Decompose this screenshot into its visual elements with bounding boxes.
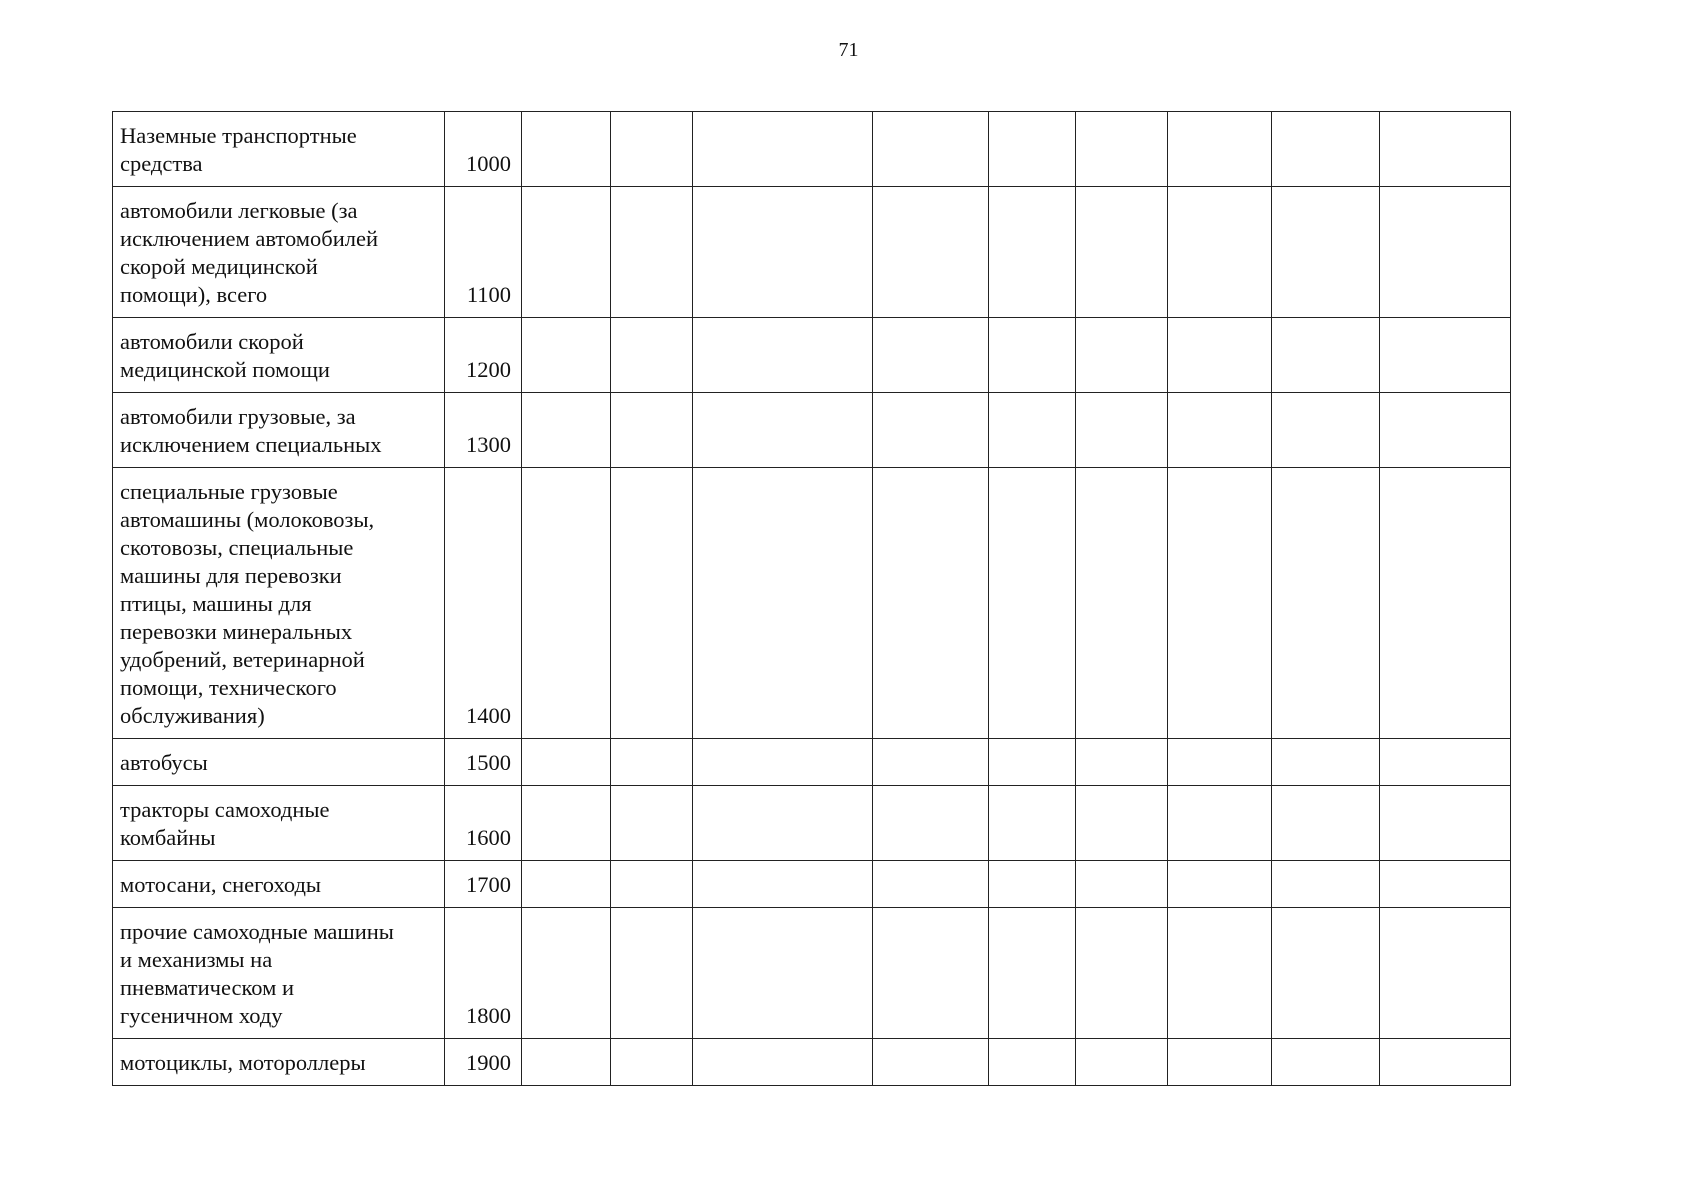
row-label-cell: [113, 861, 445, 908]
empty-data-cell: [693, 468, 873, 739]
empty-data-cell: [873, 187, 989, 318]
row-label-line: исключением специальных: [120, 432, 382, 457]
empty-data-cell: [1076, 861, 1168, 908]
row-label-line: и механизмы на: [120, 947, 273, 972]
row-label-line: тракторы самоходные: [120, 797, 330, 822]
row-label-line: перевозки минеральных: [120, 619, 353, 644]
empty-data-cell: [1272, 861, 1380, 908]
table-row: [113, 861, 1511, 908]
empty-data-cell: [1076, 908, 1168, 1039]
empty-data-cell: [693, 112, 873, 187]
empty-data-cell: [873, 908, 989, 1039]
table-row: [113, 786, 1511, 861]
empty-data-cell: [522, 1039, 611, 1086]
empty-data-cell: [873, 318, 989, 393]
empty-data-cell: [873, 861, 989, 908]
empty-data-cell: [1076, 739, 1168, 786]
empty-data-cell: [1380, 187, 1511, 318]
empty-data-cell: [989, 1039, 1076, 1086]
empty-data-cell: [1168, 908, 1272, 1039]
empty-data-cell: [693, 908, 873, 1039]
row-label-line: скотовозы, специальные: [120, 535, 354, 560]
empty-data-cell: [611, 786, 693, 861]
empty-data-cell: [1076, 468, 1168, 739]
row-code: 1100: [445, 187, 522, 318]
row-code: 1900: [445, 1039, 522, 1086]
empty-data-cell: [1076, 187, 1168, 318]
table-row: [113, 393, 1511, 468]
empty-data-cell: [989, 739, 1076, 786]
row-label-line: специальные грузовые: [120, 479, 338, 504]
empty-data-cell: [1380, 739, 1511, 786]
empty-data-cell: [1272, 318, 1380, 393]
table-row: [113, 468, 1511, 739]
row-label-cell: [113, 468, 445, 739]
empty-data-cell: [989, 786, 1076, 861]
row-label-cell: [113, 786, 445, 861]
empty-data-cell: [989, 393, 1076, 468]
empty-data-cell: [873, 739, 989, 786]
empty-data-cell: [611, 318, 693, 393]
row-label-line: автомобили грузовые, за: [120, 404, 356, 429]
row-label-cell: [113, 187, 445, 318]
table-row: [113, 112, 1511, 187]
empty-data-cell: [1272, 468, 1380, 739]
empty-data-cell: [1272, 393, 1380, 468]
empty-data-cell: [522, 318, 611, 393]
row-code: 1000: [445, 112, 522, 187]
table-body: [113, 112, 1511, 1086]
empty-data-cell: [1076, 318, 1168, 393]
row-label-line: пневматическом и: [120, 975, 295, 1000]
page-number: 71: [838, 39, 859, 61]
row-code: 1200: [445, 318, 522, 393]
row-label-line: прочие самоходные машины: [120, 919, 394, 944]
empty-data-cell: [873, 468, 989, 739]
row-label-cell: [113, 112, 445, 187]
empty-data-cell: [1076, 1039, 1168, 1086]
row-label-line: автобусы: [120, 750, 208, 775]
row-label-cell: [113, 1039, 445, 1086]
empty-data-cell: [873, 393, 989, 468]
row-label-line: машины для перевозки: [120, 563, 342, 588]
empty-data-cell: [693, 187, 873, 318]
row-label-line: медицинской помощи: [120, 357, 330, 382]
empty-data-cell: [611, 908, 693, 1039]
empty-data-cell: [1272, 187, 1380, 318]
vehicle-form-table: [112, 111, 1511, 1086]
empty-data-cell: [611, 739, 693, 786]
empty-data-cell: [1272, 739, 1380, 786]
row-label-cell: [113, 739, 445, 786]
empty-data-cell: [989, 112, 1076, 187]
row-code: 1700: [445, 861, 522, 908]
empty-data-cell: [989, 187, 1076, 318]
empty-data-cell: [1380, 112, 1511, 187]
row-label-line: автомобили легковые (за: [120, 198, 358, 223]
row-label-line: комбайны: [120, 825, 216, 850]
empty-data-cell: [693, 786, 873, 861]
empty-data-cell: [611, 468, 693, 739]
empty-data-cell: [693, 318, 873, 393]
empty-data-cell: [693, 861, 873, 908]
empty-data-cell: [1168, 393, 1272, 468]
empty-data-cell: [1076, 112, 1168, 187]
empty-data-cell: [1168, 861, 1272, 908]
empty-data-cell: [1168, 112, 1272, 187]
empty-data-cell: [1272, 908, 1380, 1039]
empty-data-cell: [1272, 1039, 1380, 1086]
row-label-line: автомашины (молоковозы,: [120, 507, 375, 532]
empty-data-cell: [1380, 468, 1511, 739]
empty-data-cell: [611, 1039, 693, 1086]
empty-data-cell: [1168, 468, 1272, 739]
empty-data-cell: [1380, 786, 1511, 861]
empty-data-cell: [693, 393, 873, 468]
empty-data-cell: [1380, 908, 1511, 1039]
empty-data-cell: [989, 318, 1076, 393]
table-row: [113, 187, 1511, 318]
empty-data-cell: [1168, 187, 1272, 318]
row-label-line: мотосани, снегоходы: [120, 872, 322, 897]
table-row: [113, 1039, 1511, 1086]
empty-data-cell: [693, 1039, 873, 1086]
empty-data-cell: [1168, 739, 1272, 786]
empty-data-cell: [1168, 318, 1272, 393]
empty-data-cell: [1168, 1039, 1272, 1086]
empty-data-cell: [522, 739, 611, 786]
row-label-line: помощи, технического: [120, 675, 337, 700]
table-row: [113, 908, 1511, 1039]
table-row: [113, 739, 1511, 786]
row-label-line: средства: [120, 151, 203, 176]
empty-data-cell: [1380, 861, 1511, 908]
row-label-line: удобрений, ветеринарной: [120, 647, 365, 672]
row-code: 1800: [445, 908, 522, 1039]
empty-data-cell: [1076, 393, 1168, 468]
empty-data-cell: [873, 1039, 989, 1086]
table-row: [113, 318, 1511, 393]
row-label-line: мотоциклы, мотороллеры: [120, 1050, 366, 1075]
empty-data-cell: [1168, 786, 1272, 861]
row-label-line: помощи), всего: [120, 282, 268, 307]
empty-data-cell: [873, 112, 989, 187]
empty-data-cell: [989, 908, 1076, 1039]
empty-data-cell: [611, 187, 693, 318]
empty-data-cell: [1380, 318, 1511, 393]
row-label-line: скорой медицинской: [120, 254, 318, 279]
row-label-line: автомобили скорой: [120, 329, 304, 354]
row-label-cell: [113, 393, 445, 468]
empty-data-cell: [522, 187, 611, 318]
empty-data-cell: [522, 112, 611, 187]
empty-data-cell: [522, 393, 611, 468]
empty-data-cell: [611, 861, 693, 908]
empty-data-cell: [522, 861, 611, 908]
empty-data-cell: [1380, 393, 1511, 468]
empty-data-cell: [611, 112, 693, 187]
empty-data-cell: [1272, 786, 1380, 861]
empty-data-cell: [522, 908, 611, 1039]
empty-data-cell: [1380, 1039, 1511, 1086]
row-label-cell: [113, 318, 445, 393]
row-label-line: Наземные транспортные: [120, 123, 357, 148]
empty-data-cell: [693, 739, 873, 786]
row-label-line: исключением автомобилей: [120, 226, 379, 251]
empty-data-cell: [1076, 786, 1168, 861]
row-label-cell: [113, 908, 445, 1039]
row-code: 1300: [445, 393, 522, 468]
row-label-line: обслуживания): [120, 703, 265, 728]
row-code: 1500: [445, 739, 522, 786]
empty-data-cell: [989, 861, 1076, 908]
row-code: 1600: [445, 786, 522, 861]
empty-data-cell: [522, 786, 611, 861]
row-label-line: гусеничном ходу: [120, 1003, 283, 1028]
empty-data-cell: [1272, 112, 1380, 187]
empty-data-cell: [522, 468, 611, 739]
row-code: 1400: [445, 468, 522, 739]
empty-data-cell: [611, 393, 693, 468]
empty-data-cell: [989, 468, 1076, 739]
row-label-line: птицы, машины для: [120, 591, 312, 616]
empty-data-cell: [873, 786, 989, 861]
